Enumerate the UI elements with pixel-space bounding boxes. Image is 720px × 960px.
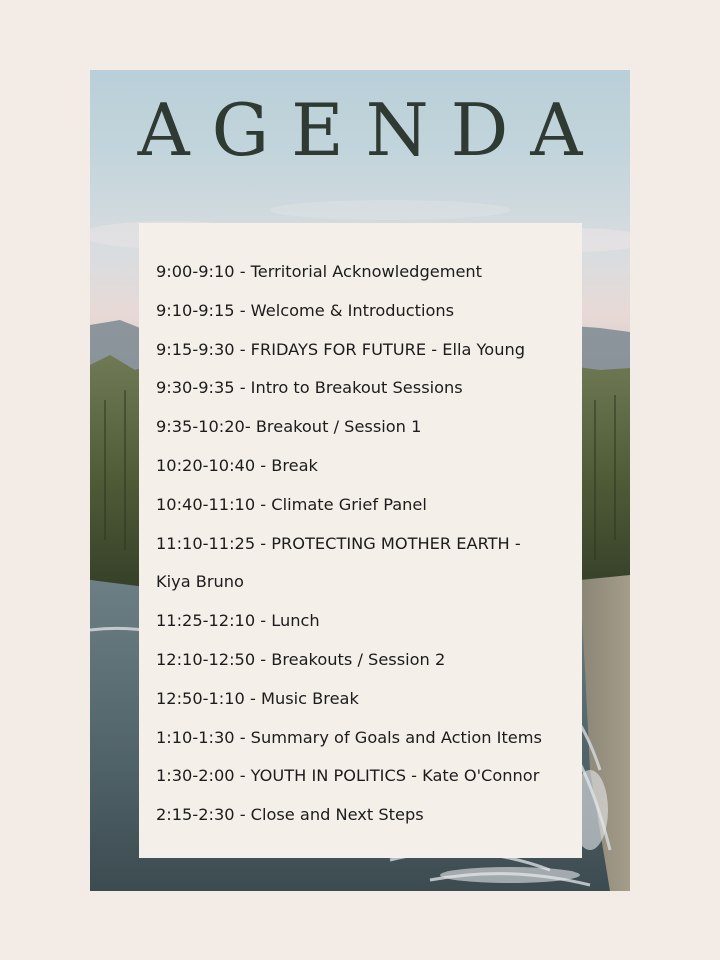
agenda-item: 9:35-10:20- Breakout / Session 1 [156, 417, 422, 437]
agenda-item: 2:15-2:30 - Close and Next Steps [156, 805, 424, 825]
agenda-card [139, 223, 582, 858]
agenda-item: Kiya Bruno [156, 572, 244, 592]
agenda-item: 11:10-11:25 - PROTECTING MOTHER EARTH - [156, 533, 521, 553]
agenda-item: 1:10-1:30 - Summary of Goals and Action Items [156, 727, 542, 747]
agenda-item: 9:15-9:30 - FRIDAYS FOR FUTURE - Ella Young [156, 339, 525, 359]
agenda-item: 9:00-9:10 - Territorial Acknowledgement [156, 262, 483, 281]
page-title: AGENDA [137, 88, 605, 172]
agenda-item: 10:40-11:10 - Climate Grief Panel [156, 494, 427, 514]
agenda-item: 9:30-9:35 - Intro to Breakout Sessions [156, 378, 463, 398]
agenda-item: 12:50-1:10 - Music Break [156, 688, 359, 708]
agenda-item: 11:25-12:10 - Lunch [156, 611, 320, 631]
agenda-item: 12:10-12:50 - Breakouts / Session 2 [156, 649, 446, 669]
agenda-item: 1:30-2:00 - YOUTH IN POLITICS - Kate O'Connor [156, 766, 540, 786]
agenda-item: 10:20-10:40 - Break [156, 455, 318, 475]
agenda-list [156, 253, 582, 835]
agenda-item: 9:10-9:15 - Welcome & Introductions [156, 300, 455, 320]
